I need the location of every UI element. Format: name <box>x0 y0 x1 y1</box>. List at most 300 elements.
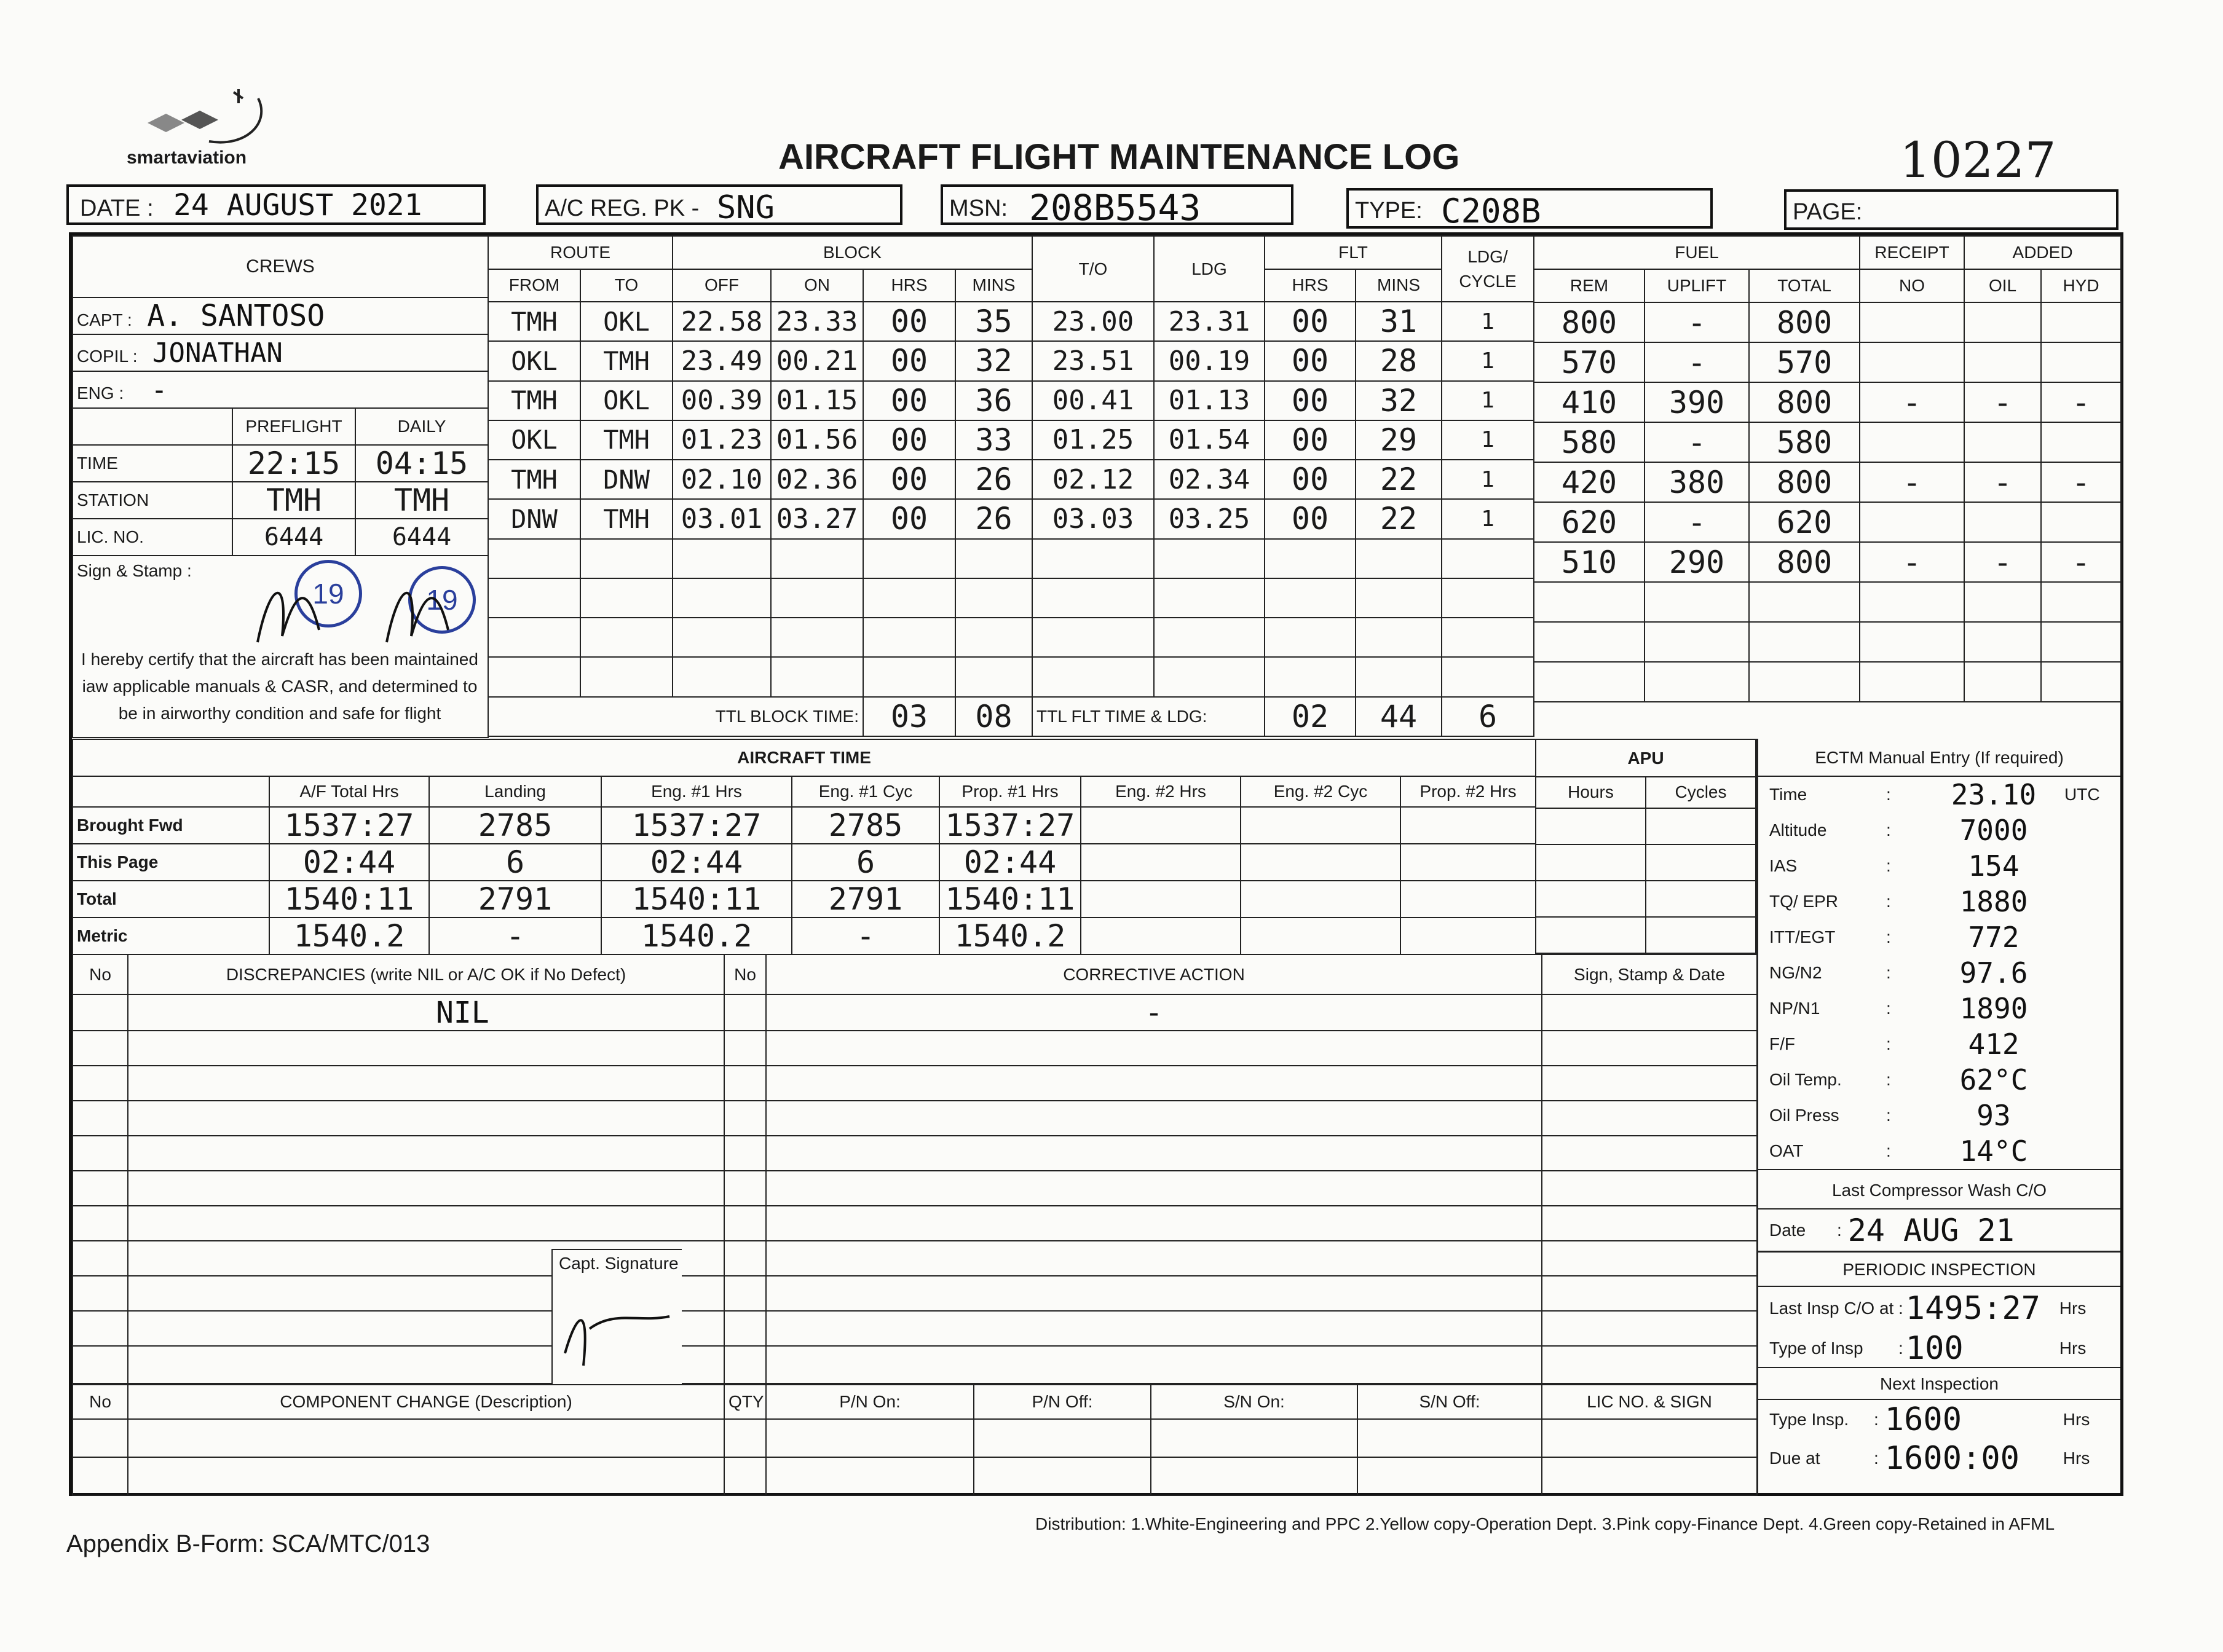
table-row <box>73 1241 1757 1276</box>
cell-value: 2785 <box>792 807 939 844</box>
ldg-cycle: 1 <box>1442 460 1534 499</box>
ectm-value: 7000 <box>1959 814 2028 847</box>
ectm-label: NG/N2 <box>1769 963 1822 982</box>
empty-cell <box>1442 539 1534 578</box>
blank-cell <box>73 408 232 445</box>
empty-cell <box>1542 1311 1757 1346</box>
table-row <box>1534 422 2121 462</box>
station-daily: TMH <box>355 482 488 519</box>
landing-time: 00.19 <box>1154 341 1265 380</box>
added-hyd <box>2041 302 2121 342</box>
empty-cell <box>766 1241 1542 1276</box>
table-row <box>488 420 1534 460</box>
cell-value: 1537:27 <box>939 807 1081 844</box>
empty-cell <box>1534 622 1645 662</box>
off-header: OFF <box>673 269 771 302</box>
empty-cell <box>1154 618 1265 657</box>
ectm-colon: : <box>1886 1070 1891 1089</box>
empty-cell <box>863 618 955 657</box>
ectm-row <box>1758 955 2120 991</box>
table-row <box>488 618 1534 657</box>
cell-value: 1540:11 <box>269 881 429 918</box>
empty-cell <box>1542 1066 1757 1101</box>
form-number: 10227 <box>1900 132 2056 189</box>
table-row <box>73 1171 1757 1206</box>
empty-cell <box>128 1206 724 1241</box>
added-oil <box>1964 302 2041 342</box>
ectm-row <box>1758 884 2120 919</box>
receipt-no: - <box>1860 462 1964 502</box>
table-row <box>73 1276 1757 1311</box>
fuel-header: FUEL <box>1534 236 1860 269</box>
route-to: DNW <box>580 460 673 499</box>
next-type-row: Type Insp. : 1600 Hrs <box>1769 1401 2090 1438</box>
empty-cell <box>771 578 863 618</box>
empty-cell <box>73 1276 128 1311</box>
uplift-header: UPLIFT <box>1645 269 1749 302</box>
cell-value: 1540.2 <box>269 918 429 954</box>
empty-cell <box>766 1031 1542 1066</box>
empty-cell <box>766 1346 1542 1383</box>
eng-value: - <box>151 374 168 406</box>
ttl-flt-mins: 44 <box>1356 697 1442 736</box>
ldg-cycle-header: LDG/ CYCLE <box>1442 236 1534 302</box>
empty-cell <box>766 1419 974 1457</box>
table-row <box>73 1031 1757 1066</box>
wash-row: Date : 24 AUG 21 <box>1758 1210 2120 1253</box>
added-hyd <box>2041 342 2121 382</box>
comp-qty: QTY <box>724 1385 766 1419</box>
next-title: Next Inspection <box>1758 1368 2120 1400</box>
block-on: 00.21 <box>771 341 863 380</box>
fuel-rem: 410 <box>1534 382 1645 422</box>
capt-row <box>73 297 488 334</box>
fuel-rem: 800 <box>1534 302 1645 342</box>
empty-cell <box>724 1457 766 1495</box>
copil-label: COPIL : <box>77 346 138 366</box>
fuel-total: 800 <box>1749 382 1860 422</box>
cell-value: 1540:11 <box>939 881 1081 918</box>
empty-cell <box>766 1171 1542 1206</box>
flt-hrs-header: HRS <box>1265 269 1356 302</box>
row-label: Brought Fwd <box>73 807 269 844</box>
empty-cell <box>771 539 863 578</box>
comp-sn-on: S/N On: <box>1151 1385 1357 1419</box>
time-preflight: 22:15 <box>232 445 355 482</box>
flt-hrs: 00 <box>1265 460 1356 499</box>
empty-cell <box>766 1136 1542 1171</box>
empty-cell <box>1645 662 1749 702</box>
block-header: BLOCK <box>673 236 1032 269</box>
table-row <box>73 1457 1757 1495</box>
hrs-unit: Hrs <box>2059 1299 2087 1318</box>
empty-cell <box>1265 539 1356 578</box>
empty-cell <box>1536 844 1646 881</box>
block-mins: 32 <box>955 341 1032 380</box>
empty-cell <box>73 1457 128 1495</box>
table-row <box>488 539 1534 578</box>
added-oil <box>1964 502 2041 542</box>
landing-time: 03.25 <box>1154 499 1265 538</box>
empty-cell <box>73 1311 128 1346</box>
empty-cell <box>1749 622 1860 662</box>
empty-cell <box>73 776 269 807</box>
disc-title: DISCREPANCIES (write NIL or A/C OK if No Defect) <box>128 954 724 994</box>
route-to: OKL <box>580 302 673 341</box>
empty-cell <box>1534 662 1645 702</box>
flt-mins: 31 <box>1356 302 1442 341</box>
empty-cell <box>128 1031 724 1066</box>
empty-cell <box>128 1136 724 1171</box>
ectm-row <box>1758 848 2120 884</box>
empty-cell <box>766 1101 1542 1136</box>
empty-cell <box>1542 1101 1757 1136</box>
empty-cell <box>1542 1346 1757 1383</box>
empty-cell <box>580 618 673 657</box>
table-row <box>1534 502 2121 542</box>
reg-value: SNG <box>717 189 775 226</box>
ectm-row <box>1758 1062 2120 1098</box>
empty-cell <box>1151 1419 1357 1457</box>
fuel-table-wrap <box>1533 235 2120 702</box>
empty-cell <box>1357 1419 1542 1457</box>
lic-daily: 6444 <box>355 519 488 556</box>
empty-cell <box>73 1419 128 1457</box>
block-off: 00.39 <box>673 381 771 420</box>
added-oil: - <box>1964 542 2041 582</box>
table-row <box>73 1066 1757 1101</box>
block-hrs: 00 <box>863 499 955 538</box>
block-hrs: 00 <box>863 341 955 380</box>
ectm-row <box>1758 1098 2120 1133</box>
ectm-value: 412 <box>1968 1028 2020 1061</box>
apu-title: APU <box>1536 739 1756 777</box>
block-mins: 33 <box>955 420 1032 460</box>
empty-cell <box>974 1457 1151 1495</box>
capt-signature-label: Capt. Signature <box>559 1254 679 1273</box>
ldg-cycle: 1 <box>1442 341 1534 380</box>
empty-cell <box>1154 578 1265 618</box>
landing-time: 23.31 <box>1154 302 1265 341</box>
empty-cell <box>488 578 580 618</box>
empty-cell <box>1356 657 1442 696</box>
empty-cell <box>1542 1276 1757 1311</box>
msn-label: MSN: <box>949 195 1008 221</box>
aircraft-time-wrap <box>72 739 1535 954</box>
type-insp-value: 100 <box>1905 1330 1964 1367</box>
empty-cell <box>73 1346 128 1383</box>
empty-cell <box>1032 618 1154 657</box>
msn-box <box>941 184 1293 229</box>
type-box <box>1346 188 1713 229</box>
empty-cell <box>1542 1206 1757 1241</box>
block-mins: 35 <box>955 302 1032 341</box>
cell-value: 02:44 <box>269 844 429 881</box>
reg-label: A/C REG. PK - <box>545 195 700 221</box>
receipt-no-header: NO <box>1860 269 1964 302</box>
table-row <box>488 302 1534 341</box>
cell-value <box>1400 881 1536 918</box>
empty-cell <box>2041 662 2121 702</box>
landing-time: 02.34 <box>1154 460 1265 499</box>
empty-cell <box>1646 844 1756 881</box>
wash-date-value: 24 AUG 21 <box>1847 1212 2015 1248</box>
landing-time: 01.54 <box>1154 420 1265 460</box>
cell-value <box>1081 881 1241 918</box>
ectm-colon: : <box>1886 1106 1891 1125</box>
block-hrs: 00 <box>863 302 955 341</box>
oil-header: OIL <box>1964 269 2041 302</box>
ectm-label: Altitude <box>1769 820 1827 840</box>
lic-preflight: 6444 <box>232 519 355 556</box>
takeoff-time: 03.03 <box>1032 499 1154 538</box>
stamp-number-2: 19 <box>426 584 458 616</box>
empty-cell <box>488 657 580 696</box>
empty-cell <box>771 657 863 696</box>
page-box <box>1784 189 2118 230</box>
date-box <box>66 184 486 225</box>
discrepancy-wrap <box>72 954 1756 1384</box>
empty-cell <box>1749 662 1860 702</box>
ectm-colon: : <box>1886 963 1891 982</box>
empty-cell <box>1646 881 1756 917</box>
col-landing: Landing <box>429 776 601 807</box>
fuel-rem: 510 <box>1534 542 1645 582</box>
ttl-ldg: 6 <box>1442 697 1534 736</box>
fuel-uplift: 290 <box>1645 542 1749 582</box>
empty-cell <box>73 1241 128 1276</box>
due-value: 1600:00 <box>1884 1440 2020 1477</box>
capt-label: CAPT : <box>77 310 132 329</box>
rem-header: REM <box>1534 269 1645 302</box>
ectm-value: 1890 <box>1959 992 2028 1025</box>
empty-cell <box>1357 1457 1542 1495</box>
due-row: Due at : 1600:00 Hrs <box>1769 1440 2090 1477</box>
empty-cell <box>488 618 580 657</box>
receipt-no <box>1860 422 1964 462</box>
cell-value: 1540:11 <box>601 881 792 918</box>
flt-mins: 22 <box>1356 460 1442 499</box>
ectm-value: 62°C <box>1959 1063 2028 1096</box>
empty-cell <box>1265 657 1356 696</box>
comp-pn-off: P/N Off: <box>974 1385 1151 1419</box>
totals-row <box>488 697 1534 736</box>
added-oil <box>1964 422 2041 462</box>
receipt-no <box>1860 502 1964 542</box>
block-mins-header: MINS <box>955 269 1032 302</box>
block-mins: 36 <box>955 381 1032 420</box>
empty-cell <box>1356 618 1442 657</box>
empty-cell <box>724 1276 766 1311</box>
apu-wrap <box>1535 739 1756 954</box>
block-hrs: 00 <box>863 420 955 460</box>
empty-cell <box>1032 539 1154 578</box>
cell-value: 02:44 <box>939 844 1081 881</box>
empty-cell <box>724 1136 766 1171</box>
empty-cell <box>1265 578 1356 618</box>
flt-mins: 29 <box>1356 420 1442 460</box>
on-header: ON <box>771 269 863 302</box>
col-prop2-hrs: Prop. #2 Hrs <box>1400 776 1536 807</box>
empty-cell <box>1542 1031 1757 1066</box>
disc-no-header: No <box>73 954 128 994</box>
eng-row <box>73 371 488 408</box>
takeoff-time: 23.00 <box>1032 302 1154 341</box>
empty-cell <box>955 578 1032 618</box>
fuel-rem: 420 <box>1534 462 1645 502</box>
cell-value: 6 <box>792 844 939 881</box>
crews-table <box>72 235 489 738</box>
empty-cell <box>128 1101 724 1136</box>
ectm-row <box>1758 919 2120 955</box>
table-row <box>73 807 1536 844</box>
table-row <box>488 657 1534 696</box>
empty-cell <box>724 1171 766 1206</box>
empty-cell <box>673 578 771 618</box>
cell-value <box>1400 844 1536 881</box>
empty-cell <box>724 1311 766 1346</box>
ectm-row <box>1758 1133 2120 1169</box>
logo <box>123 86 301 172</box>
copil-row <box>73 334 488 371</box>
cell-value <box>1400 807 1536 844</box>
route-from: TMH <box>488 460 580 499</box>
fuel-total: 800 <box>1749 302 1860 342</box>
ectm-colon: : <box>1886 1034 1891 1053</box>
ectm-row <box>1758 777 2120 812</box>
block-hrs-header: HRS <box>863 269 955 302</box>
ectm-title: ECTM Manual Entry (If required) <box>1758 739 2120 777</box>
empty-cell <box>955 618 1032 657</box>
next-type-label: Type Insp. <box>1769 1410 1849 1429</box>
empty-cell <box>724 1031 766 1066</box>
col-eng2-hrs: Eng. #2 Hrs <box>1081 776 1241 807</box>
last-insp-label: Last Insp C/O at <box>1769 1299 1894 1318</box>
ectm-value: 23.10 <box>1951 778 2037 811</box>
table-row <box>488 578 1534 618</box>
flight-table-wrap <box>488 235 1533 737</box>
ttl-flt-hrs: 02 <box>1265 697 1356 736</box>
table-row <box>488 381 1534 420</box>
added-oil <box>1964 342 2041 382</box>
receipt-no: - <box>1860 542 1964 582</box>
comp-no-header: No <box>73 1385 128 1419</box>
ttl-block-label: TTL BLOCK TIME: <box>488 697 863 736</box>
component-wrap <box>72 1384 1756 1495</box>
flt-mins: 28 <box>1356 341 1442 380</box>
fuel-total: 580 <box>1749 422 1860 462</box>
empty-cell <box>955 539 1032 578</box>
ectm-label: Oil Temp. <box>1769 1070 1842 1089</box>
empty-cell <box>580 539 673 578</box>
empty-cell <box>771 618 863 657</box>
ectm-label: IAS <box>1769 856 1798 875</box>
comp-lic: LIC NO. & SIGN <box>1542 1385 1757 1419</box>
empty-cell <box>1356 578 1442 618</box>
empty-cell <box>673 657 771 696</box>
empty-cell <box>766 1206 1542 1241</box>
table-row <box>1534 462 2121 502</box>
empty-cell <box>73 1101 128 1136</box>
wash-date-label: Date <box>1769 1220 1806 1240</box>
flt-mins: 22 <box>1356 499 1442 538</box>
page-label: PAGE: <box>1793 199 1863 225</box>
route-to: OKL <box>580 381 673 420</box>
block-off: 02.10 <box>673 460 771 499</box>
table-row <box>1534 302 2121 342</box>
crews-title: CREWS <box>73 236 488 297</box>
empty-cell <box>2041 622 2121 662</box>
empty-cell <box>1536 917 1646 953</box>
empty-cell <box>128 1171 724 1206</box>
receipt-no: - <box>1860 382 1964 422</box>
row-label: Total <box>73 881 269 918</box>
ectm-value: 93 <box>1976 1099 2011 1132</box>
fuel-total: 570 <box>1749 342 1860 382</box>
station-label: STATION <box>73 482 232 519</box>
fuel-total: 800 <box>1749 542 1860 582</box>
copil-value: JONATHAN <box>152 337 283 369</box>
table-row <box>73 1346 1757 1383</box>
cell-value: 1540.2 <box>601 918 792 954</box>
ectm-value: 772 <box>1968 921 2020 954</box>
periodic-title: PERIODIC INSPECTION <box>1758 1253 2120 1287</box>
ectm-colon: : <box>1886 999 1891 1018</box>
corr-value: - <box>766 994 1542 1031</box>
flt-hrs: 00 <box>1265 381 1356 420</box>
empty-cell <box>1646 917 1756 953</box>
empty-cell <box>1151 1457 1357 1495</box>
fuel-total: 800 <box>1749 462 1860 502</box>
flt-hrs: 00 <box>1265 302 1356 341</box>
station-preflight: TMH <box>232 482 355 519</box>
fuel-uplift: - <box>1645 302 1749 342</box>
empty-cell <box>1860 622 1964 662</box>
row-label: This Page <box>73 844 269 881</box>
fuel-rem: 620 <box>1534 502 1645 542</box>
empty-cell <box>128 1419 724 1457</box>
flt-mins-header: MINS <box>1356 269 1442 302</box>
empty-cell <box>1964 582 2041 622</box>
empty-cell <box>1442 657 1534 696</box>
cell-value: 02:44 <box>601 844 792 881</box>
corr-title: CORRECTIVE ACTION <box>766 954 1542 994</box>
empty-cell <box>1860 662 1964 702</box>
last-insp-row: Last Insp C/O at : 1495:27 Hrs <box>1769 1290 2087 1327</box>
logo-text: smartaviation <box>127 148 247 168</box>
empty-cell <box>766 1311 1542 1346</box>
next-type-value: 1600 <box>1884 1401 1962 1438</box>
table-row <box>1534 582 2121 622</box>
cell-value <box>1241 918 1400 954</box>
sign-label: Sign & Stamp : <box>77 561 192 580</box>
ttl-block-hrs: 03 <box>863 697 955 736</box>
comp-title: COMPONENT CHANGE (Description) <box>128 1385 724 1419</box>
empty-cell <box>724 1419 766 1457</box>
receipt-no <box>1860 302 1964 342</box>
empty-cell <box>1442 618 1534 657</box>
empty-cell <box>1154 539 1265 578</box>
table-row <box>73 844 1536 881</box>
ectm-row <box>1758 991 2120 1026</box>
ectm-label: OAT <box>1769 1141 1804 1160</box>
empty-cell <box>73 1066 128 1101</box>
empty-cell <box>766 1066 1542 1101</box>
cell-value: 6 <box>429 844 601 881</box>
takeoff-time: 00.41 <box>1032 381 1154 420</box>
empty-cell <box>1542 1241 1757 1276</box>
fuel-uplift: 380 <box>1645 462 1749 502</box>
